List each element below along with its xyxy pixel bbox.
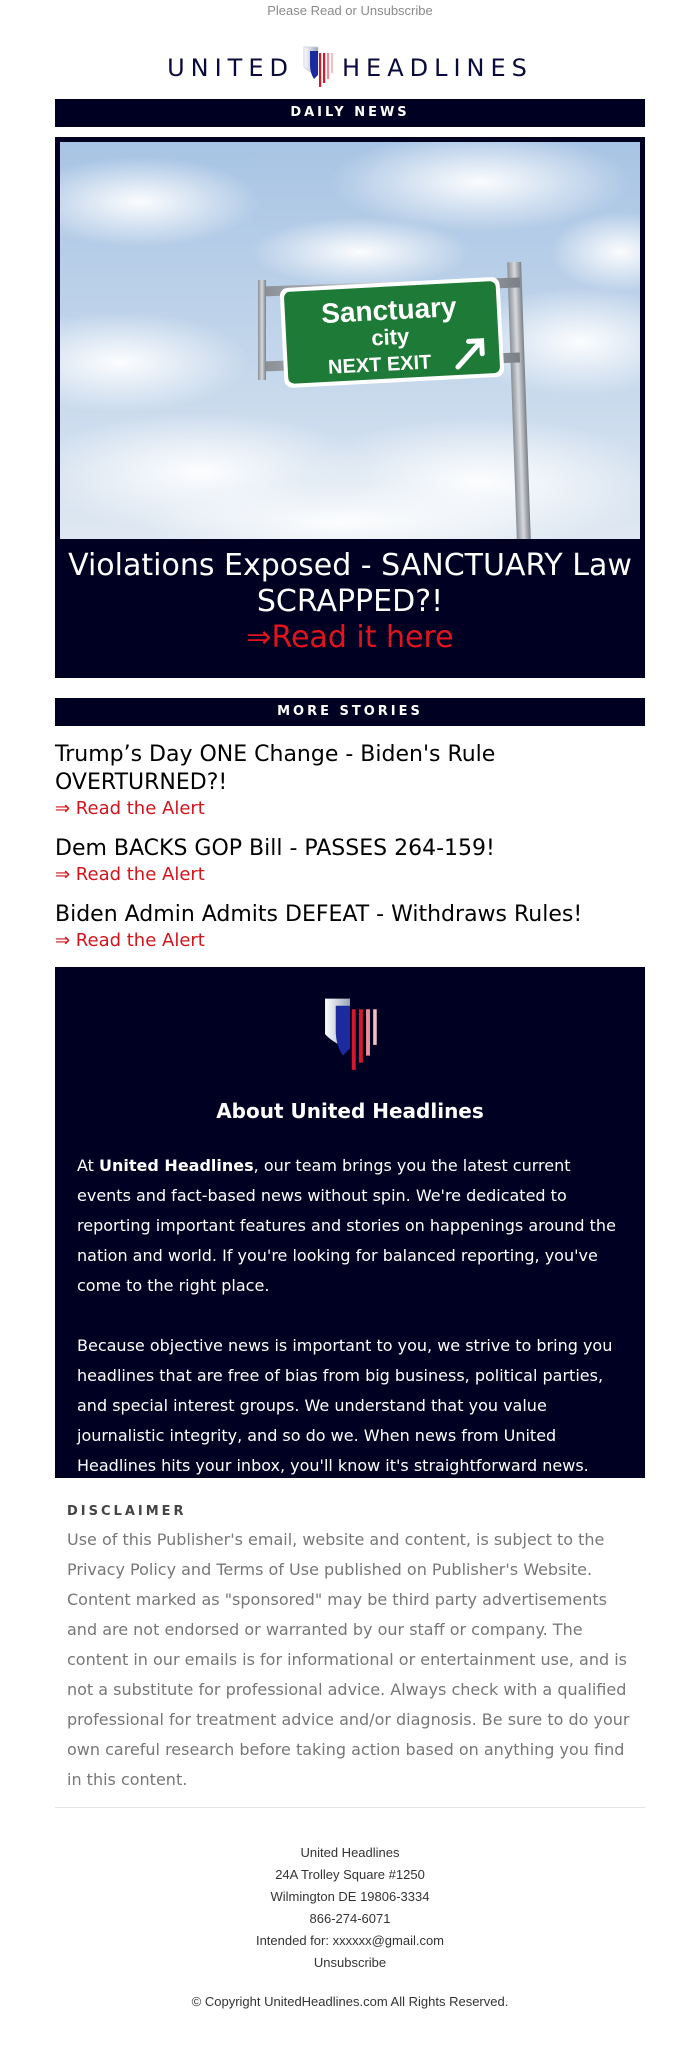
story-read-link[interactable]: ⇒ Read the Alert (55, 930, 205, 951)
disclaimer-section (55, 1504, 645, 1795)
story-title[interactable]: Dem BACKS GOP Bill - PASSES 264-159! (55, 836, 495, 861)
logo-word-headlines: HEADLINES (341, 54, 533, 82)
shield-logo-icon (302, 45, 334, 91)
disclaimer-heading: DISCLAIMER (67, 1504, 187, 1519)
daily-news-label: DAILY NEWS (290, 105, 410, 120)
about-p1-prefix: At (77, 1156, 100, 1175)
disclaimer-text: Use of this Publisher's email, website and content, is subject to the Privacy Policy and Terms of Use published on Publisher's Website. Content marked as "sponsored" may be third party advertisements and are not endorsed or warranted by our staff or company. The content in our emails is for informational or entertainment use, and is not a substitute for professional advice. Always check with a qualified professional for treatment advice and/or diagnosis. Be sure to do your own careful research before taking action based on anything you find in this content. (67, 1530, 630, 1789)
more-stories-label: MORE STORIES (277, 704, 423, 719)
hero-read-link[interactable]: ⇒Read it here (246, 620, 454, 655)
more-stories-bar (55, 698, 645, 726)
story-item (55, 835, 645, 887)
footer-address-1: 24A Trolley Square #1250 (275, 1867, 425, 1882)
hero-headline[interactable]: Violations Exposed - SANCTUARY Law SCRAPPED?! (68, 548, 632, 619)
footer-intended: Intended for: xxxxxx@gmail.com (255, 1933, 445, 1948)
unsubscribe-link[interactable]: Unsubscribe (313, 1955, 387, 1970)
sign-text-line1: Sanctuary (320, 291, 458, 330)
story-item (55, 901, 645, 953)
about-paragraph-1 (77, 1151, 623, 1301)
about-p1-text: , our team brings you the latest current events and fact-based news without spin. We're dedicated to reporting important features and stories on happenings around the nation and world. If you're looking for balanced reporting, you've come to the right place. (77, 1156, 616, 1295)
daily-news-bar (55, 99, 645, 127)
read-or-unsubscribe-link[interactable]: Please Read or Unsubscribe (267, 3, 433, 18)
shield-logo-icon (319, 995, 381, 1077)
about-logo (77, 995, 623, 1077)
sanctuary-sign-image (60, 142, 640, 539)
story-title[interactable]: Trump’s Day ONE Change - Biden's Rule OVERTURNED?! (55, 742, 496, 795)
top-bar (0, 0, 700, 21)
story-read-link[interactable]: ⇒ Read the Alert (55, 864, 205, 885)
story-item (55, 741, 645, 821)
about-paragraph-2: Because objective news is important to you, we strive to bring you headlines that are free of bias from big business, political parties, and special interest groups. We understand that you value journalistic integrity, and so do we. When news from United Headlines hits your inbox, you'll know it's straightforward news. We'll never try to sway your opinions. (77, 1336, 613, 1505)
story-list (55, 741, 645, 953)
about-section (55, 967, 645, 1505)
brand-logo[interactable] (0, 37, 700, 99)
hero-card[interactable] (55, 137, 645, 678)
footer-address-2: Wilmington DE 19806-3334 (270, 1889, 430, 1904)
story-title[interactable]: Biden Admin Admits DEFEAT - Withdraws Rules! (55, 902, 583, 927)
copyright: © Copyright UnitedHeadlines.com All Rights Reserved. (191, 1994, 509, 2009)
footer-company: United Headlines (300, 1845, 400, 1860)
footer-phone: 866-274-6071 (309, 1911, 391, 1926)
about-title: About United Headlines (216, 1099, 484, 1123)
sign-text-line2: city (370, 323, 410, 351)
about-p1-brand: United Headlines (99, 1156, 254, 1175)
footer (0, 1842, 700, 1974)
sign-text-line3: NEXT EXIT (327, 351, 432, 379)
logo-word-united: UNITED (167, 54, 294, 82)
story-read-link[interactable]: ⇒ Read the Alert (55, 798, 205, 819)
hero-image[interactable] (60, 142, 640, 539)
divider (55, 1807, 645, 1808)
